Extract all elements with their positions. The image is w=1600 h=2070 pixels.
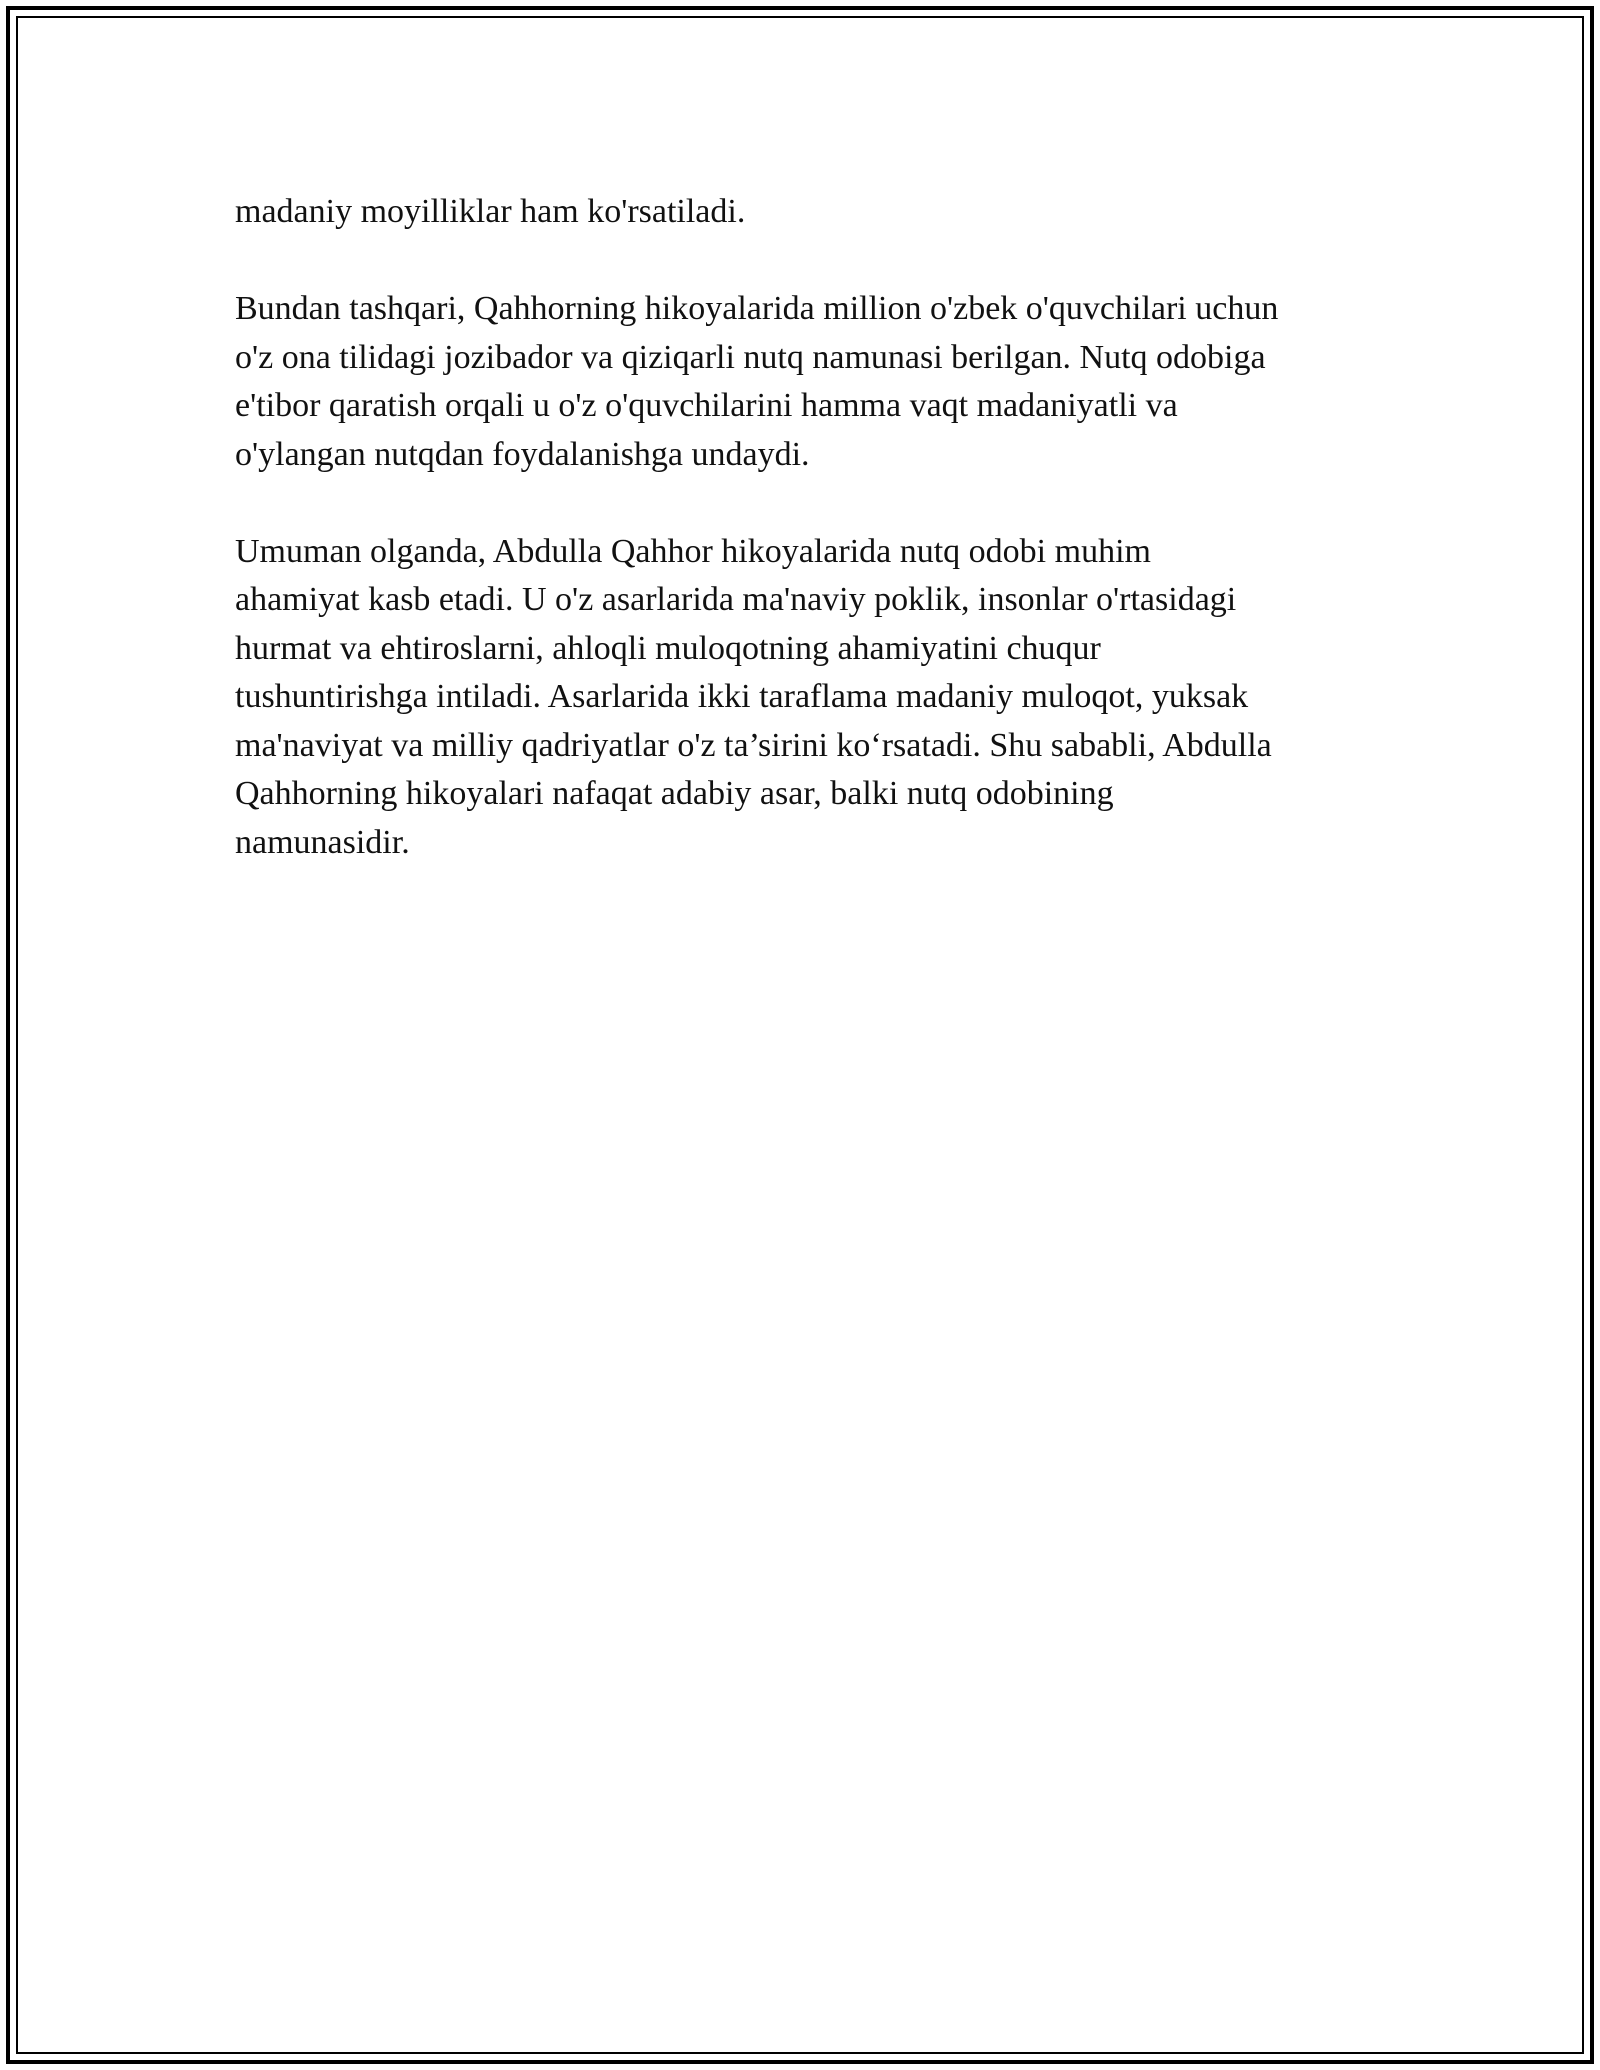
document-body (235, 188, 1375, 867)
paragraph-2: Bundan tashqari, Qahhorning hikoyalarida million o'zbek o'quvchilari uchun o'z ona tilidagi jozibador va qiziqarli nutq namunasi berilgan. Nutq odobiga e'tibor qaratish orqali u o'z o'quvchilarini hamma vaqt madaniyatli va o'ylangan nutqdan foydalanishga undaydi. (235, 290, 1279, 473)
paragraph-gap (235, 479, 1375, 528)
paragraph-gap (235, 237, 1375, 286)
paragraph-3: Umuman olganda, Abdulla Qahhor hikoyalarida nutq odobi muhim ahamiyat kasb etadi. U o'z asarlarida ma'naviy poklik, insonlar o'rtasidagi hurmat va ehtiroslarni, ahloqli muloqotning ahamiyatini chuqur tushuntirishga intiladi. Asarlarida ikki taraflama madaniy muloqot, yuksak ma'naviyat va milliy qadriyatlar o'z ta’sirini ko‘rsatadi. Shu sababli, Abdulla Qahhorning hikoyalari nafaqat adabiy asar, balki nutq odobining namunasidir. (235, 532, 1272, 861)
paragraph-1: madaniy moyilliklar ham ko'rsatiladi. (235, 193, 746, 230)
